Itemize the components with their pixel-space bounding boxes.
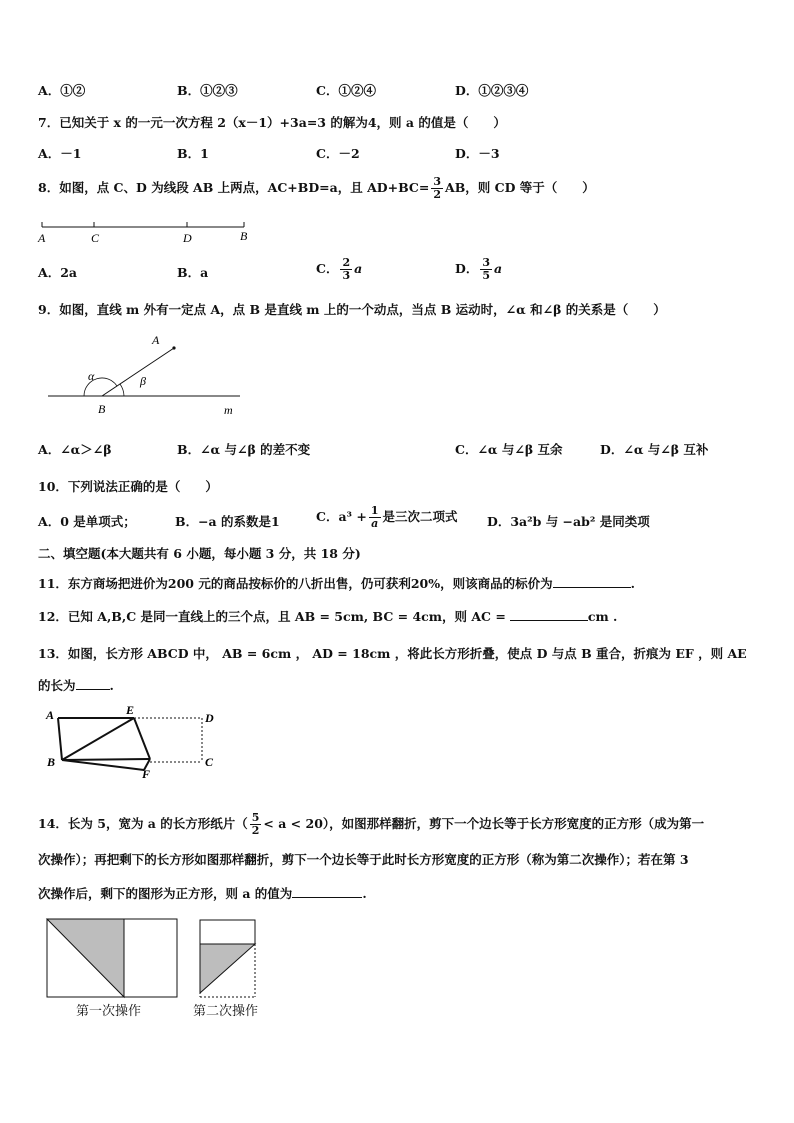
q9-option-c: C．∠α 与∠β 互余 (455, 442, 563, 457)
q14-first-operation-figure (44, 916, 180, 1000)
q11-text: 11．东方商场把进价为200 元的商品按标价的八折出售，仍可获利20%，则该商品的标价为 (38, 576, 553, 591)
q10-option-c (316, 505, 458, 530)
q14-stem-line3 (38, 885, 367, 902)
q14-text: 次操作后，剩下的图形为正方形，则 a 的值为 (38, 886, 293, 901)
point-a (172, 346, 175, 349)
q8-option-b: B．a (177, 265, 209, 280)
q14-fraction (250, 812, 262, 837)
q7-option-d: D．－3 (455, 146, 500, 161)
folded-triangle (200, 944, 255, 993)
q14-pre: 14．长为 5，宽为 a 的长方形纸片（ (38, 816, 248, 831)
q9-option-d: D．∠α 与∠β 互补 (600, 442, 709, 457)
q8-c-den: 3 (342, 269, 351, 282)
label-b: B (98, 402, 106, 416)
q13-stem-line1: 13．如图，长方形 ABCD 中， AB = 6cm ， AD = 18cm ，将此长方形折叠，使点 D 与点 B 重合，折痕为 EF ，则 AE (38, 646, 747, 661)
q6-option-c: C．①②④ (316, 83, 376, 98)
q9-option-b: B．∠α 与∠β 的差不变 (177, 442, 311, 457)
q8-d-den: 5 (482, 269, 490, 282)
q9-angle-figure (44, 332, 254, 422)
segment-ab (58, 718, 62, 760)
q7-option-a: A．－1 (38, 146, 82, 161)
label-m: m (224, 403, 233, 417)
q14-caption-1: 第一次操作 (76, 1004, 142, 1019)
label-b: B (47, 755, 56, 769)
segment-ba (102, 348, 174, 396)
q13-stem-line2 (38, 677, 114, 694)
q7-stem: 7．已知关于 x 的一元一次方程 2（x－1）+3a=3 的解为4，则 a 的值是（ ） (38, 115, 506, 130)
q10-option-a: A．0 是单项式； (38, 514, 136, 529)
label-beta: β (140, 374, 146, 388)
q13-text: 的长为 (38, 678, 76, 693)
q10-c-pre: C．a³ + (316, 509, 367, 524)
q8-d-var: a (494, 261, 503, 276)
label-a: A (38, 231, 46, 245)
label-a: A (152, 333, 160, 347)
q8-option-d (455, 257, 502, 282)
q11-stem (38, 575, 635, 592)
q8-stem-post: AB，则 CD 等于（ ） (445, 180, 595, 195)
q7-option-c: C．－2 (316, 146, 360, 161)
q10-c-fraction (369, 505, 381, 530)
q13-rectangle-figure (44, 702, 224, 782)
q8-option-c (316, 257, 362, 282)
label-d: D (183, 231, 192, 245)
q8-option-d-label: D． (455, 261, 479, 276)
q10-stem: 10．下列说法正确的是（ ） (38, 479, 218, 494)
q10-c-num: 1 (370, 504, 379, 517)
q8-c-num: 2 (342, 256, 351, 269)
segment-be (62, 718, 134, 760)
q12-text: 12．已知 A,B,C 是同一直线上的三个点，且 AB = 5cm, BC = 4cm，则 AC = (38, 609, 506, 624)
q8-option-a: A．2a (38, 265, 77, 280)
q10-option-d: D．3a²b 与 −ab² 是同类项 (487, 514, 650, 529)
label-d: D (205, 711, 214, 725)
q6-option-b: B．①②③ (177, 83, 238, 98)
folded-triangle (47, 919, 124, 997)
q12-end: cm . (587, 609, 618, 624)
label-a: A (46, 708, 55, 722)
q6-option-d: D．①②③④ (455, 83, 529, 98)
label-e: E (126, 703, 135, 717)
q8-c-var: a (354, 261, 363, 276)
q8-stem-pre: 8．如图，点 C、D 为线段 AB 上两点，AC+BD=a，且 AD+BC= (38, 180, 430, 195)
q14-caption-2: 第二次操作 (193, 1004, 259, 1019)
q8-stem (38, 176, 595, 201)
q6-option-a: A．①② (38, 83, 86, 98)
q14-frac-den: 2 (251, 824, 260, 837)
q14-frac-num: 5 (251, 811, 260, 824)
section-2-heading: 二、填空题(本大题共有 6 小题，每小题 3 分，共 18 分) (38, 546, 361, 561)
label-c: C (205, 755, 214, 769)
label-c: C (91, 231, 100, 245)
q14-post: < a < 20），如图那样翻折，剪下一个边长等于长方形宽度的正方形（成为第一 (263, 816, 705, 831)
q9-stem: 9．如图，直线 m 外有一定点 A，点 B 是直线 m 上的一个动点，当点 B 运动时，∠α 和∠β 的关系是（ ） (38, 302, 666, 317)
q8-segment-figure (36, 218, 256, 246)
label-b: B (240, 229, 248, 243)
q13-answer-blank[interactable] (76, 677, 110, 690)
q8-option-d-fraction (480, 257, 492, 282)
label-f: F (142, 767, 151, 781)
q8-d-num: 3 (482, 256, 490, 269)
q9-option-a: A．∠α＞∠β (38, 442, 112, 457)
q10-c-post: 是三次二项式 (382, 509, 458, 524)
fold-ef (134, 718, 150, 759)
label-alpha: α (88, 369, 95, 383)
q14-stem-line2: 次操作）；再把剩下的长方形如图那样翻折，剪下一个边长等于此时长方形宽度的正方形（称为第二次操作）；若在第 3 (38, 852, 689, 867)
segment-bc-folded (62, 760, 144, 770)
q8-option-c-fraction (340, 257, 352, 282)
top-rectangle (200, 920, 255, 944)
q8-frac-den: 2 (433, 188, 441, 201)
q10-option-b: B．−a 的系数是1 (175, 514, 280, 529)
q14-answer-blank[interactable] (292, 885, 362, 898)
q11-end: . (630, 576, 635, 591)
q8-fraction (431, 176, 443, 201)
q14-second-operation-figure (197, 916, 259, 1000)
q11-answer-blank[interactable] (553, 575, 631, 588)
q13-end: . (109, 678, 114, 693)
beta-arc (120, 384, 124, 396)
q10-c-den: a (371, 517, 379, 530)
q8-frac-num: 3 (433, 175, 441, 188)
q12-answer-blank[interactable] (510, 608, 588, 621)
q14-end: . (362, 886, 367, 901)
segment-bf (62, 759, 150, 760)
q7-option-b: B．1 (177, 146, 209, 161)
q8-option-c-label: C． (316, 261, 339, 276)
q12-stem (38, 608, 617, 625)
q14-stem-line1 (38, 812, 704, 837)
